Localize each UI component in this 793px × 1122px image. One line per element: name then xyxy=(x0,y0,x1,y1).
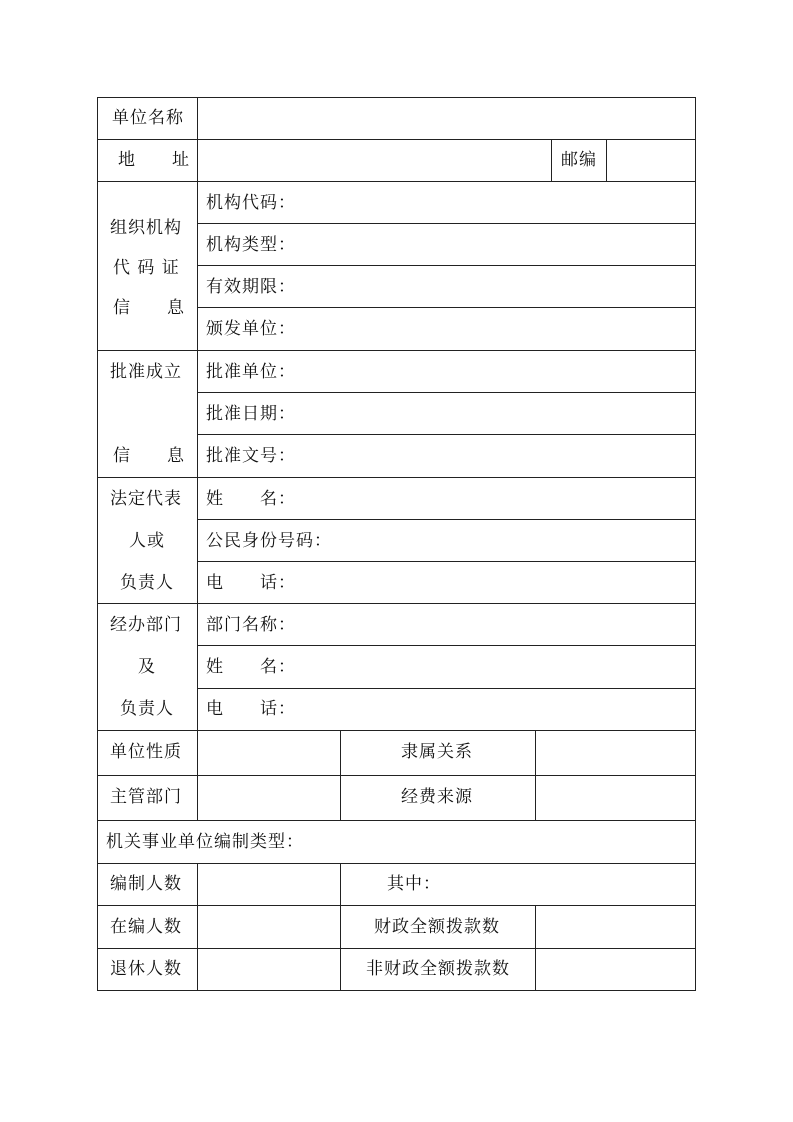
column-divider xyxy=(340,730,341,821)
org-code-field-label: 机构代码： xyxy=(206,193,296,213)
unit-name-label: 单位名称 xyxy=(112,108,184,128)
column-divider xyxy=(197,97,198,821)
full-fiscal-funding-label: 财政全额拨款数 xyxy=(374,917,500,937)
legal-rep-name-field-label: 姓 名： xyxy=(206,489,296,509)
on-staff-count-field[interactable] xyxy=(198,906,340,948)
approval-unit-field-label: 批准单位： xyxy=(206,362,296,382)
legal-rep-label-line: 法定代表 xyxy=(110,489,182,509)
row-divider xyxy=(97,477,696,478)
of-which-label: 其中： xyxy=(387,874,441,894)
row-divider xyxy=(197,645,696,646)
address-field[interactable] xyxy=(198,140,551,181)
approval-label-line: 批准成立 xyxy=(110,362,182,382)
row-divider xyxy=(197,519,696,520)
staffing-type-label: 机关事业单位编制类型： xyxy=(106,832,304,852)
full-fiscal-funding-field[interactable] xyxy=(536,906,695,948)
org-code-label-line: 组织机构 xyxy=(110,218,182,238)
non-full-fiscal-funding-field[interactable] xyxy=(536,949,695,990)
row-divider xyxy=(197,265,696,266)
handler-phone-field-label: 电 话： xyxy=(206,699,296,719)
legal-rep-id-field-label: 公民身份号码： xyxy=(206,531,332,551)
row-divider xyxy=(197,688,696,689)
postal-code-label: 邮编 xyxy=(561,150,597,170)
legal-rep-label-line: 负责人 xyxy=(120,573,174,593)
row-divider xyxy=(197,223,696,224)
staffing-count-label: 编制人数 xyxy=(110,874,182,894)
staffing-count-field[interactable] xyxy=(198,864,340,905)
postal-code-field[interactable] xyxy=(607,140,695,181)
legal-rep-label-line: 人或 xyxy=(129,531,165,551)
row-divider xyxy=(197,392,696,393)
approval-date-field-label: 批准日期： xyxy=(206,404,296,424)
issuing-unit-field-label: 颁发单位： xyxy=(206,319,296,339)
handling-dept-label-line: 及 xyxy=(138,657,156,677)
row-divider xyxy=(197,434,696,435)
affiliation-field[interactable] xyxy=(536,731,695,775)
funding-source-label: 经费来源 xyxy=(401,787,473,807)
validity-field-label: 有效期限： xyxy=(206,277,296,297)
row-divider xyxy=(97,350,696,351)
approval-label-line: 信 息 xyxy=(113,446,185,466)
retired-count-label: 退休人数 xyxy=(110,959,182,979)
supervising-dept-label: 主管部门 xyxy=(110,787,182,807)
retired-count-field[interactable] xyxy=(198,949,340,990)
unit-name-field[interactable] xyxy=(198,98,695,139)
table-border-left xyxy=(97,97,98,991)
table-border-right xyxy=(695,97,696,991)
row-divider xyxy=(197,307,696,308)
column-divider xyxy=(551,139,552,182)
row-divider xyxy=(97,820,696,821)
address-label: 地 址 xyxy=(118,150,190,170)
unit-nature-field[interactable] xyxy=(198,731,340,775)
affiliation-label: 隶属关系 xyxy=(401,742,473,762)
table-border-bottom xyxy=(97,990,696,991)
handler-name-field-label: 姓 名： xyxy=(206,657,296,677)
supervising-dept-field[interactable] xyxy=(198,776,340,820)
row-divider xyxy=(197,561,696,562)
on-staff-count-label: 在编人数 xyxy=(110,917,182,937)
funding-source-field[interactable] xyxy=(536,776,695,820)
row-divider xyxy=(97,603,696,604)
org-code-label-line: 信 息 xyxy=(113,298,185,318)
handling-dept-label-line: 负责人 xyxy=(120,699,174,719)
column-divider xyxy=(340,863,341,991)
non-full-fiscal-funding-label: 非财政全额拨款数 xyxy=(366,959,510,979)
org-type-field-label: 机构类型： xyxy=(206,235,296,255)
row-divider xyxy=(97,863,696,864)
unit-nature-label: 单位性质 xyxy=(110,742,182,762)
legal-rep-phone-field-label: 电 话： xyxy=(206,573,296,593)
dept-name-field-label: 部门名称： xyxy=(206,615,296,635)
handling-dept-label-line: 经办部门 xyxy=(110,615,182,635)
org-code-label-line: 代 码 证 xyxy=(113,258,180,278)
approval-number-field-label: 批准文号： xyxy=(206,446,296,466)
